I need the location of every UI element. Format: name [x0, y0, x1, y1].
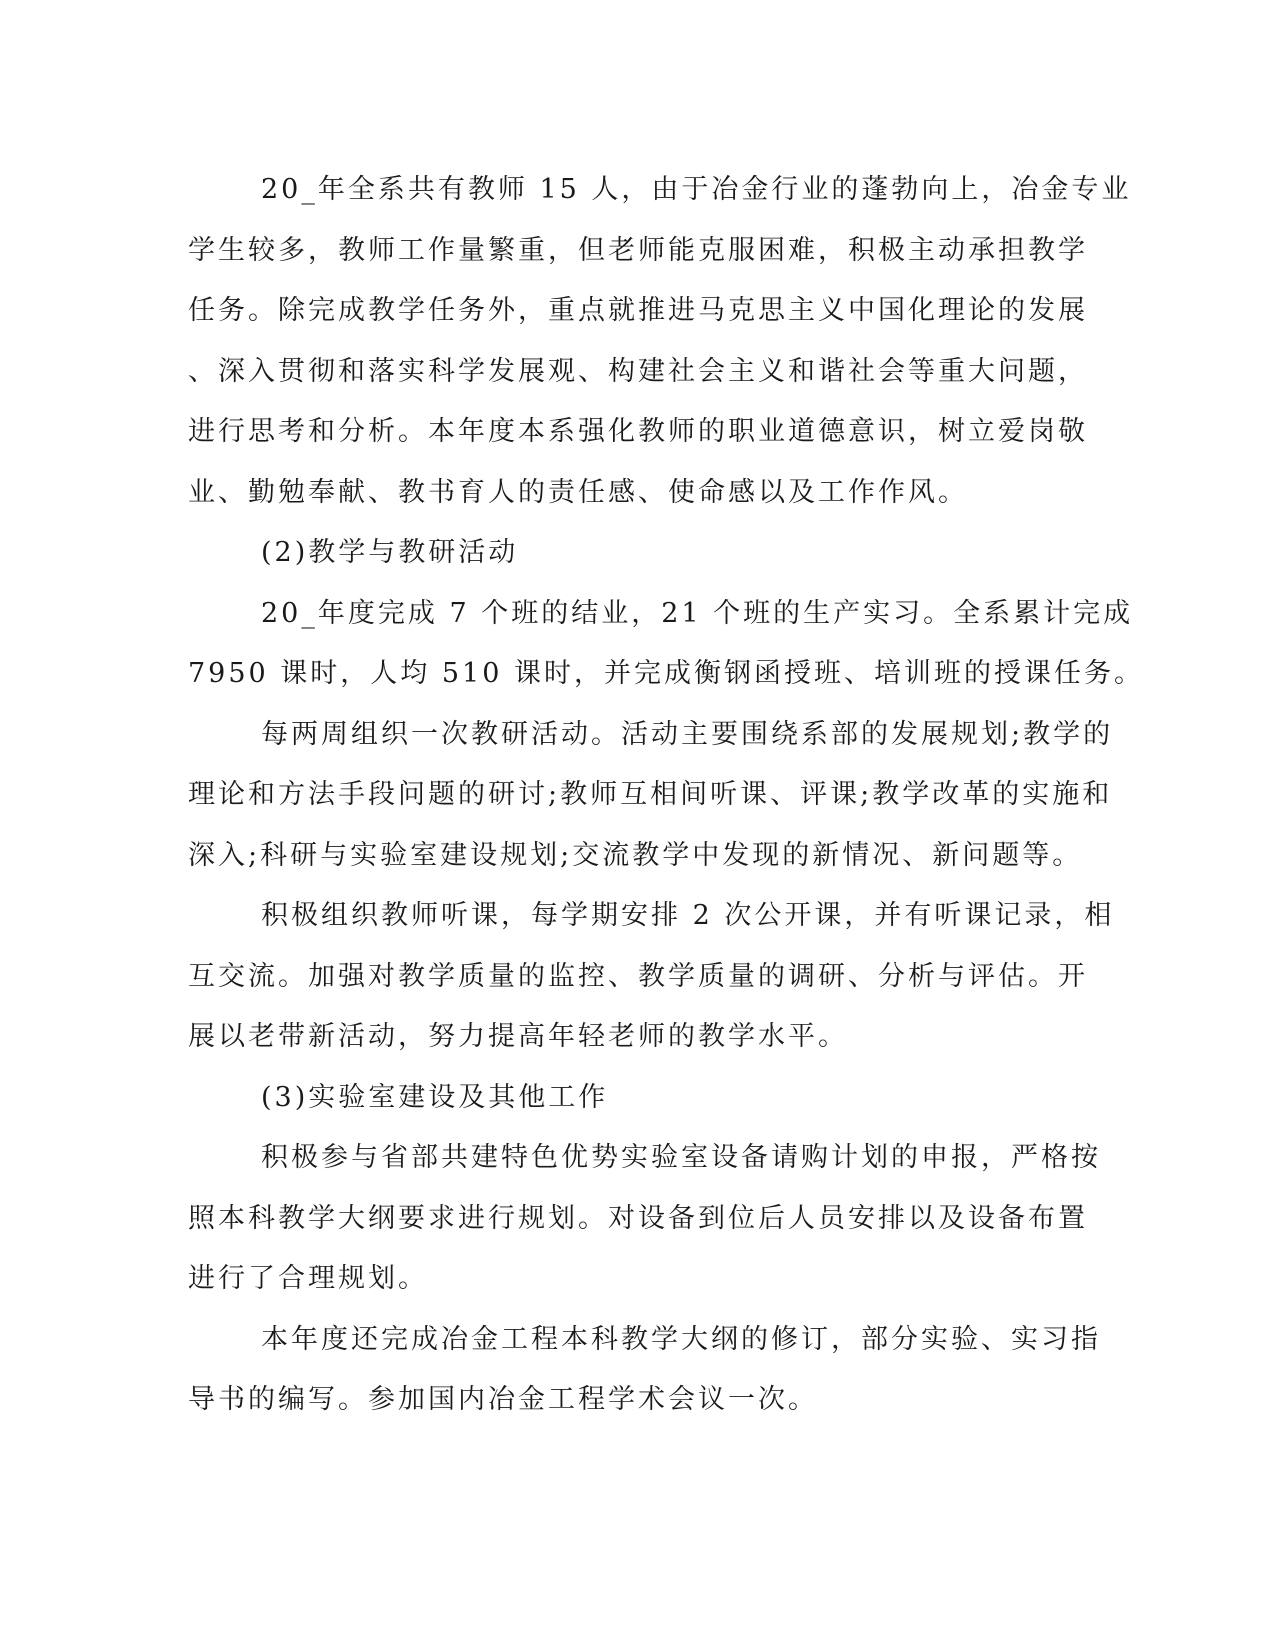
paragraph-syllabus-revision [188, 1310, 1101, 1431]
paragraph-lab-equipment [188, 1128, 1101, 1310]
text-line: 进行了合理规划。 [188, 1263, 428, 1294]
section-heading-lab-construction [188, 1068, 1088, 1129]
text-line: 积极组织教师听课，每学期安排 2 次公开课，并有听课记录，相 [261, 900, 1115, 931]
text-line: 照本科教学大纲要求进行规划。对设备到位后人员安排以及设备布置 [188, 1202, 1088, 1234]
text-line: 展以老带新活动，努力提高年轻老师的教学水平。 [188, 1021, 848, 1052]
paragraph-staff-overview [188, 160, 1132, 523]
text-line: 互交流。加强对教学质量的监控、教学质量的调研、分析与评估。开 [188, 960, 1088, 992]
paragraph-research-activities [188, 705, 1114, 887]
text-line: 深入;科研与实验室建设规划;交流教学中发现的新情况、新问题等。 [188, 839, 1083, 871]
text-line: 20_年度完成 7 个班的结业，21 个班的生产实习。全系累计完成 [261, 597, 1134, 629]
section-heading-teaching-research [188, 523, 1088, 584]
text-line: 学生较多，教师工作量繁重，但老师能克服困难，积极主动承担教学 [188, 234, 1088, 266]
text-line: 每两周组织一次教研活动。活动主要围绕系部的发展规划;教学的 [261, 718, 1114, 750]
text-line: 业、勤勉奉献、教书育人的责任感、使命感以及工作作风。 [188, 476, 968, 508]
text-line: 本年度还完成冶金工程本科教学大纲的修订，部分实验、实习指 [261, 1323, 1101, 1355]
text-line: 导书的编写。参加国内冶金工程学术会议一次。 [188, 1384, 818, 1415]
text-line: 任务。除完成教学任务外，重点就推进马克思主义中国化理论的发展 [188, 295, 1088, 326]
text-line: 7950 课时，人均 510 课时，并完成衡钢函授班、培训班的授课任务。 [188, 658, 1144, 689]
section-heading: (3)实验室建设及其他工作 [261, 1081, 609, 1113]
text-line: 、深入贯彻和落实科学发展观、构建社会主义和谐社会等重大问题， [188, 355, 1088, 387]
paragraph-teaching-hours [188, 584, 1144, 705]
text-line: 20_年全系共有教师 15 人，由于冶金行业的蓬勃向上，冶金专业 [261, 174, 1132, 205]
text-line: 进行思考和分析。本年度本系强化教师的职业道德意识，树立爱岗敬 [188, 416, 1088, 447]
paragraph-lecture-observation [188, 886, 1115, 1068]
text-line: 理论和方法手段问题的研讨;教师互相间听课、评课;教学改革的实施和 [188, 779, 1113, 810]
section-heading: (2)教学与教研活动 [261, 537, 519, 568]
text-line: 积极参与省部共建特色优势实验室设备请购计划的申报，严格按 [261, 1142, 1101, 1173]
document-body [188, 160, 1144, 1431]
